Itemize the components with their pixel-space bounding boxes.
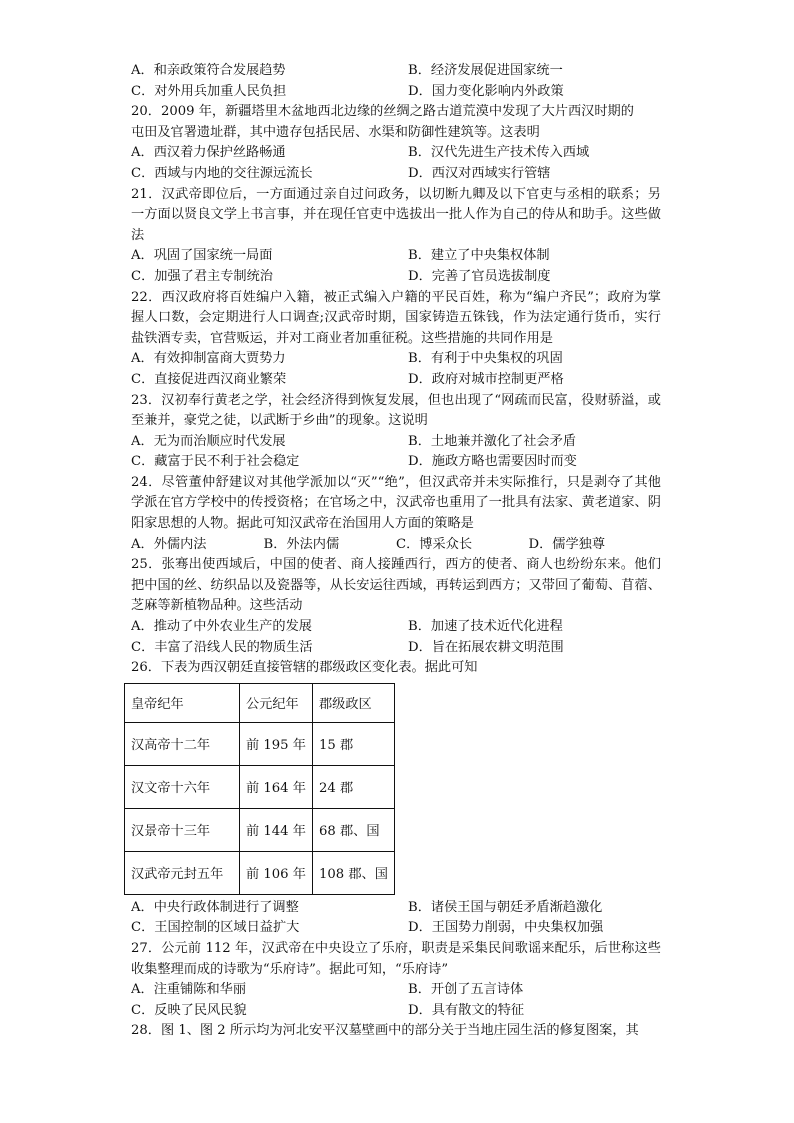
table-cell: 前 164 年 <box>240 765 313 808</box>
q22-option-a: A．有效抑制富商大贾势力 <box>131 351 286 367</box>
q27-option-a: A．注重铺陈和华丽 <box>131 982 247 998</box>
table-header-row <box>125 683 395 722</box>
q23-options-row-2 <box>131 452 661 473</box>
q21-option-b: B．建立了中央集权体制 <box>408 248 550 264</box>
q24-option-a: A．外儒内法 <box>131 536 207 552</box>
table-cell: 68 郡、国 <box>313 808 395 851</box>
table-row <box>125 765 395 808</box>
q20-option-b: B．汉代先进生产技术传入西域 <box>408 145 590 161</box>
table-cell: 108 郡、国 <box>313 851 395 894</box>
q19-option-b: B．经济发展促进国家统一 <box>408 63 563 78</box>
q20-options-row-1 <box>131 143 661 164</box>
q19-option-d: D．国力变化影响内外政策 <box>408 83 564 99</box>
q26-options-row-1 <box>131 898 661 919</box>
table-cell: 24 郡 <box>313 765 395 808</box>
q27-option-d: D．具有散文的特征 <box>408 1002 525 1018</box>
table-row <box>125 722 395 765</box>
q19-options-row-1 <box>131 61 661 82</box>
table-cell: 15 郡 <box>313 722 395 765</box>
q20-option-d: D．西汉对西域实行管辖 <box>408 165 551 181</box>
table-cell: 汉文帝十六年 <box>125 765 240 808</box>
q27-options-row-1 <box>131 980 661 1001</box>
q25-option-b: B．加速了技术近代化进程 <box>408 619 563 635</box>
q24-option-d: D．儒学独尊 <box>528 536 606 552</box>
table-row <box>125 808 395 851</box>
q27-stem: 27．公元前 112 年，汉武帝在中央设立了乐府，职责是采集民间歌谣来配乐，后世称这些收集整理而成的诗歌为“乐府诗”。据此可知，“乐府诗” <box>131 941 661 977</box>
q22-option-b: B．有利于中央集权的巩固 <box>408 351 563 367</box>
q26-option-b: B．诸侯王国与朝廷矛盾渐趋激化 <box>408 899 603 915</box>
q23-option-b: B．土地兼并激化了社会矛盾 <box>408 433 576 449</box>
q25-options-row-1 <box>131 617 661 638</box>
q19-options-row-2 <box>131 82 661 103</box>
q22-options-row-1 <box>131 349 661 370</box>
table-cell: 前 106 年 <box>240 851 313 894</box>
q25-stem: 25．张骞出使西域后，中国的使者、商人接踵西行，西方的使者、商人也纷纷东来。他们把中国的丝、纺织品以及瓷器等，从长安运往西域，再转运到西方；又带回了葡萄、苜蓿、芝麻等新植物品种。这些活动 <box>131 557 661 614</box>
q20-option-c: C．西域与内地的交往源远流长 <box>131 165 313 181</box>
q21-options-row-1 <box>131 246 661 267</box>
q23-option-c: C．藏富于民不利于社会稳定 <box>131 454 300 470</box>
q27-option-c: C．反映了民风民貌 <box>131 1002 247 1018</box>
q20-option-a: A．西汉着力保护丝路畅通 <box>131 145 286 161</box>
question-list <box>131 61 661 1042</box>
table-cell: 汉景帝十三年 <box>125 808 240 851</box>
q27-option-b: B．开创了五言诗体 <box>408 982 524 998</box>
table-cell: 汉武帝元封五年 <box>125 851 240 894</box>
q23-stem: 23．汉初奉行黄老之学，社会经济得到恢复发展，但也出现了“网疏而民富，役财骄溢，或至兼并，豪党之徒，以武断于乡曲”的现象。这说明 <box>131 392 661 429</box>
table-cell: 前 195 年 <box>240 722 313 765</box>
table-cell: 前 144 年 <box>240 808 313 851</box>
q23-option-d: D．施政方略也需要因时而变 <box>408 454 577 470</box>
table-row <box>125 851 395 894</box>
q23-option-a: A．无为而治顺应时代发展 <box>131 433 286 449</box>
q20-stem-line-1: 20．2009 年，新疆塔里木盆地西北边缘的丝绸之路古道荒漠中发现了大片西汉时期的 <box>131 104 634 120</box>
q22-option-d: D．政府对城市控制更严格 <box>408 371 564 387</box>
table-cell: 汉高帝十二年 <box>125 722 240 765</box>
q22-stem: 22．西汉政府将百姓编户入籍，被正式编入户籍的平民百姓，称为“编户齐民”；政府为掌握人口数，会定期进行人口调查;汉武帝时期，国家铸造五铢钱，作为法定通行货币，实行盐铁酒专卖，官营贩运，并对工商业者加重征税。这些措施的共同作用是 <box>131 289 661 346</box>
q24-options-row <box>131 535 661 556</box>
q20-options-row-2 <box>131 164 661 185</box>
q21-option-c: C．加强了君主专制统治 <box>131 268 273 284</box>
q26-table <box>124 683 395 895</box>
q24-option-b: B．外法内儒 <box>263 536 340 552</box>
table-header-cell: 公元纪年 <box>240 683 313 722</box>
q24-stem: 24．尽管董仲舒建议对其他学派加以“灭”“绝”，但汉武帝并未实际推行，只是剥夺了其他学派在官方学校中的传授资格；在官场之中，汉武帝也重用了一批具有法家、黄老道家、阴阳家思想的人物。据此可知汉武帝在治国用人方面的策略是 <box>131 474 661 532</box>
q22-options-row-2 <box>131 370 661 391</box>
table-header-cell: 郡级政区 <box>313 683 395 722</box>
q26-options-row-2 <box>131 918 661 939</box>
q20-stem-line-2: 屯田及官署遗址群，其中遗存包括民居、水渠和防御性建筑等。这表明 <box>131 124 540 140</box>
q26-option-c: C．王国控制的区域日益扩大 <box>131 920 300 936</box>
q23-options-row-1 <box>131 432 661 453</box>
q26-option-d: D．王国势力削弱，中央集权加强 <box>408 920 604 936</box>
q25-options-row-2 <box>131 638 661 659</box>
q25-option-a: A．推动了中外农业生产的发展 <box>131 619 312 635</box>
q26-option-a: A．中央行政体制进行了调整 <box>131 899 299 915</box>
q21-option-d: D．完善了官员选拔制度 <box>408 268 551 284</box>
q21-option-a: A．巩固了国家统一局面 <box>131 248 273 264</box>
q19-option-a: A．和亲政策符合发展趋势 <box>131 63 286 78</box>
table-header-cell: 皇帝纪年 <box>125 683 240 722</box>
q28-stem-line-1: 28．图 1、图 2 所示均为河北安平汉墓壁画中的部分关于当地庄园生活的修复图案，其 <box>131 1023 639 1039</box>
q25-option-d: D．旨在拓展农耕文明范围 <box>408 639 564 655</box>
q24-option-c: C．博采众长 <box>396 536 473 552</box>
q21-options-row-2 <box>131 267 661 288</box>
q19-option-c: C．对外用兵加重人民负担 <box>131 83 287 99</box>
q22-option-c: C．直接促进西汉商业繁荣 <box>131 371 287 387</box>
q26-stem: 26．下表为西汉朝廷直接管辖的郡级政区变化表。据此可知 <box>131 660 478 676</box>
q21-stem: 21．汉武帝即位后，一方面通过亲自过问政务，以切断九卿及以下官吏与丞相的联系；另一方面以贤良文学上书言事，并在现任官吏中选拔出一批人作为自己的侍从和助手。这些做法 <box>131 186 661 243</box>
q27-options-row-2 <box>131 1001 661 1022</box>
q25-option-c: C．丰富了沿线人民的物质生活 <box>131 639 313 655</box>
